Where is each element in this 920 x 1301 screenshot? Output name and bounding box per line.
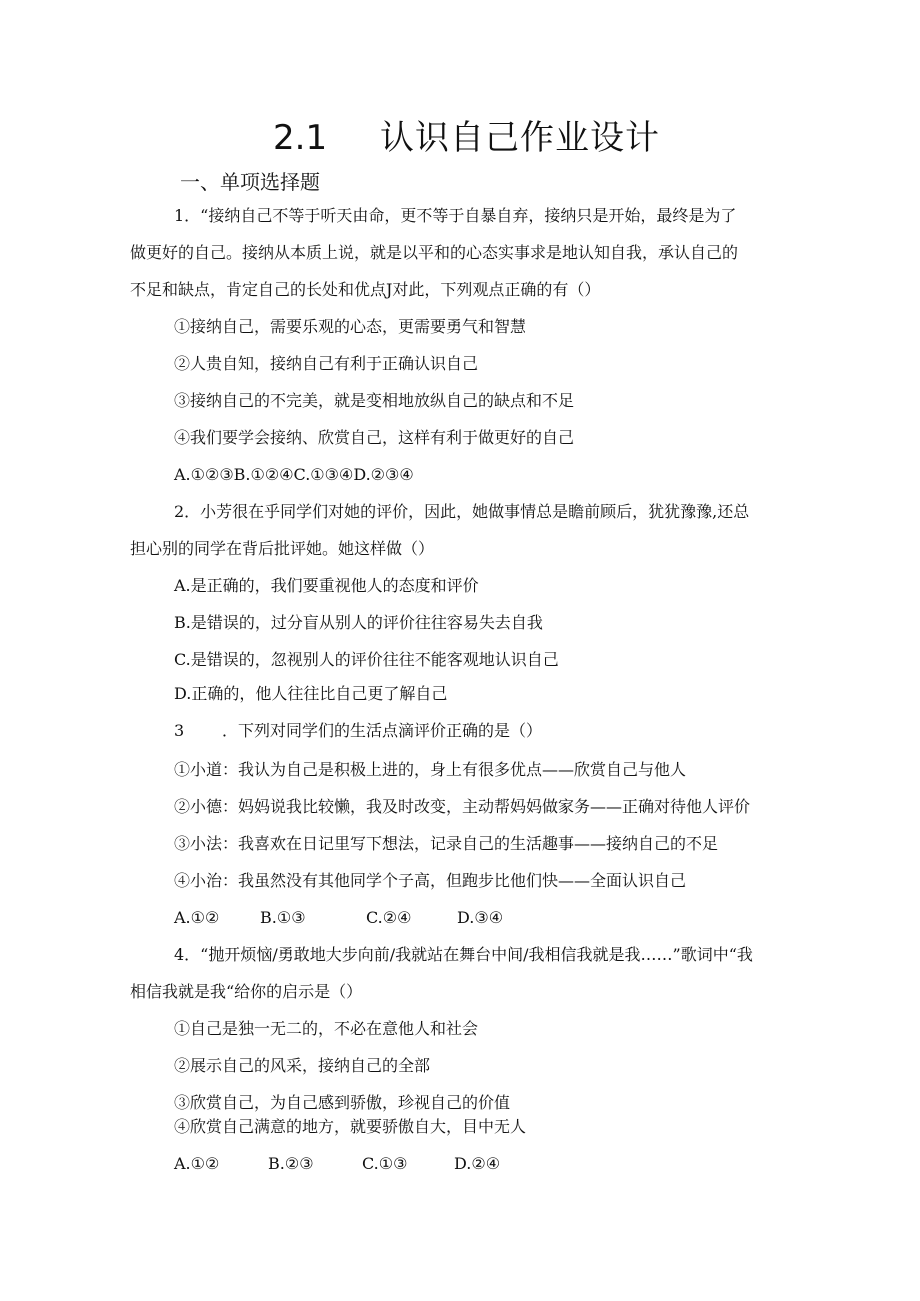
choice-c: C.①③ — [362, 1154, 408, 1173]
question-1-statement-4: ④我们要学会接纳、欣赏自己，这样有利于做更好的自己 — [174, 428, 575, 447]
title-number: 2.1 — [273, 118, 328, 158]
question-1-statement-2: ②人贵自知，接纳自己有利于正确认识自己 — [174, 354, 479, 373]
choice-a: A.①② — [174, 1154, 220, 1173]
question-1-stem-line-1: 1．“接纳自己不等于听天由命，更不等于自暴自弃，接纳只是开始，最终是为了 — [174, 206, 737, 225]
question-4-statement-3: ③欣赏自己，为自己感到骄傲，珍视自己的价值 — [174, 1093, 511, 1112]
question-2-option-d: D.正确的，他人往往比自己更了解自己 — [174, 684, 448, 703]
choice-b: B.②③ — [268, 1154, 314, 1173]
question-4-answer-choices — [174, 1151, 500, 1177]
question-3-number: 3 — [174, 721, 185, 740]
question-4-statement-2: ②展示自己的风采，接纳自己的全部 — [174, 1056, 431, 1075]
question-3-answer-choices — [174, 905, 503, 931]
question-1-answer-choices: A.①②③B.①②④C.①③④D.②③④ — [174, 465, 414, 484]
question-2-stem-line-2: 担心别的同学在背后批评她。她这样做（） — [130, 539, 435, 558]
question-3-stem: ．下列对同学们的生活点滴评价正确的是（） — [222, 721, 543, 740]
choice-c: C.②④ — [366, 908, 412, 927]
choice-d: D.②④ — [454, 1154, 501, 1173]
question-2-option-b: B.是错误的，过分盲从别人的评价往往容易失去自我 — [174, 613, 543, 632]
question-3-statement-3: ③小法：我喜欢在日记里写下想法，记录自己的生活趣事——接纳自己的不足 — [174, 834, 719, 853]
document-title — [0, 108, 920, 168]
question-3-statement-4: ④小治：我虽然没有其他同学个子高，但跑步比他们快——全面认识自己 — [174, 871, 687, 890]
question-4-stem-line-2: 相信我就是我“给你的启示是（） — [130, 982, 363, 1001]
question-4-stem-line-1: 4．“抛开烦恼/勇敢地大步向前/我就站在舞台中间/我相信我就是我……”歌词中“我 — [174, 945, 753, 964]
question-4-statement-4: ④欣赏自己满意的地方，就要骄傲自大，目中无人 — [174, 1117, 527, 1136]
question-1-stem-line-2: 做更好的自己。接纳从本质上说，就是以平和的心态实事求是地认知自我，承认自己的 — [130, 243, 739, 262]
question-1-statement-1: ①接纳自己，需要乐观的心态，更需要勇气和智慧 — [174, 317, 527, 336]
question-4-statement-1: ①自己是独一无二的，不必在意他人和社会 — [174, 1019, 479, 1038]
question-2-option-c: C.是错误的，忽视别人的评价往往不能客观地认识自己 — [174, 650, 559, 669]
title-text: 认识自己作业设计 — [380, 118, 660, 158]
question-3-statement-1: ①小道：我认为自己是积极上进的，身上有很多优点——欣赏自己与他人 — [174, 760, 687, 779]
question-3-statement-2: ②小德：妈妈说我比较懒，我及时改变，主动帮妈妈做家务——正确对待他人评价 — [174, 797, 751, 816]
section-heading: 一、单项选择题 — [180, 170, 320, 194]
question-2-option-a: A.是正确的，我们要重视他人的态度和评价 — [174, 576, 479, 595]
choice-b: B.①③ — [260, 908, 306, 927]
choice-d: D.③④ — [457, 908, 504, 927]
question-1-statement-3: ③接纳自己的不完美，就是变相地放纵自己的缺点和不足 — [174, 391, 575, 410]
choice-a: A.①② — [174, 908, 220, 927]
question-1-stem-line-3: 不足和缺点，肯定自己的长处和优点J对此，下列观点正确的有（） — [130, 280, 601, 299]
question-2-stem-line-1: 2．小芳很在乎同学们对她的评价，因此，她做事情总是瞻前顾后，犹犹豫豫,还总 — [174, 502, 750, 521]
